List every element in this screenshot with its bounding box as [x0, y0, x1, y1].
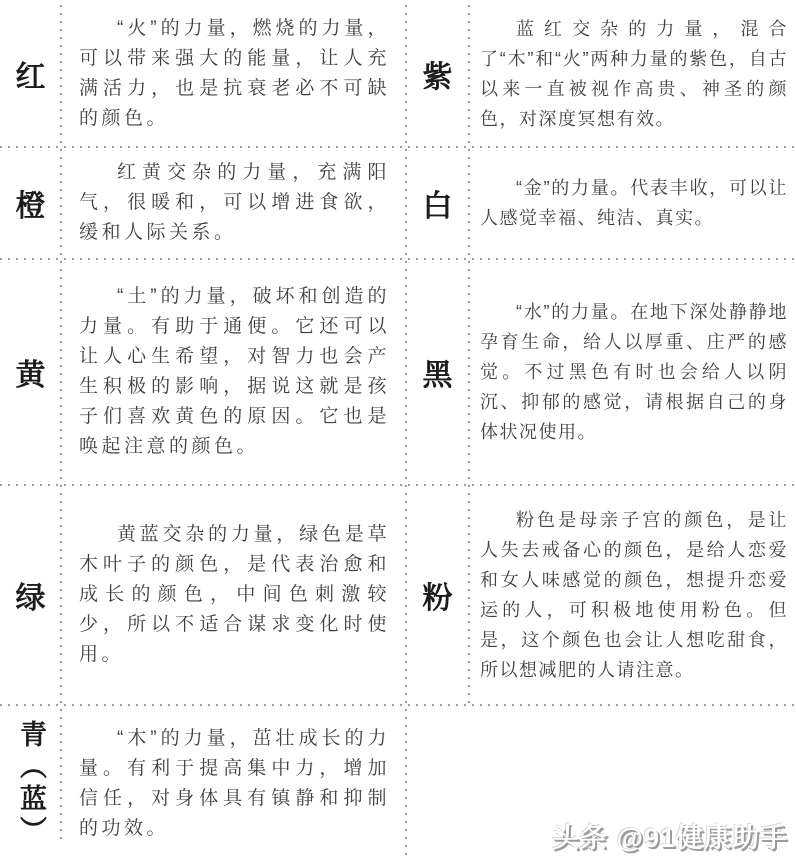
desc-orange-text: 红黄交杂的力量，充满阳气，很暖和，可以增进食欲，缓和人际关系。	[79, 162, 390, 243]
desc-pink-text: 粉色是母亲子宫的颜色，是让人失去戒备心的颜色，是给人恋爱和女人味感觉的颜色，想提升恋爱运的人，可积极地使用粉色。但是，这个颜色也会让人想吃甜食，所以想减肥的人请注意。	[480, 510, 788, 680]
label-red-text: 红	[15, 60, 46, 94]
desc-purple	[469, 0, 796, 147]
desc-cyan-blue-text: “木”的力量，茁壮成长的力量。有利于提高集中力，增加信任，对身体具有镇静和抑制的功效。	[79, 728, 390, 839]
desc-cyan-blue	[61, 705, 406, 863]
divider-horizontal-4	[0, 704, 796, 706]
desc-yellow-text: “土”的力量，破坏和创造的力量。有助于通便。它还可以让人心生希望，对智力也会产生积极的影响，据说这就是孩子们喜欢黄色的原因。它也是唤起注意的颜色。	[79, 286, 390, 457]
label-purple-text: 紫	[422, 60, 453, 94]
label-black-text: 黑	[422, 359, 453, 392]
desc-yellow	[61, 259, 406, 485]
label-pink-text: 粉	[422, 582, 453, 615]
label-orange	[0, 147, 61, 259]
label-pink	[406, 485, 469, 705]
label-yellow	[0, 259, 61, 485]
label-orange-text: 橙	[15, 190, 46, 223]
desc-red-text: “火”的力量，燃烧的力量，可以带来强大的能量，让人充满活力，也是抗衰老必不可缺的颜色。	[79, 17, 390, 129]
desc-black-text: “水”的力量。在地下深处静静地孕育生命，给人以厚重、庄严的感觉。不过黑色有时也会给人以阴沉、抑郁的感觉，请根据自己的身体状况使用。	[480, 302, 788, 442]
divider-horizontal-1	[0, 146, 796, 148]
divider-vertical-left-label	[60, 5, 62, 841]
desc-purple-text: 蓝红交杂的力量，混合了“木”和“火”两种力量的紫色，自古以来一直被视作高贵、神圣的颜色，对深度冥想有效。	[480, 18, 788, 129]
divider-vertical-right-label	[468, 5, 470, 705]
desc-pink	[469, 485, 796, 705]
divider-vertical-center	[405, 5, 407, 856]
label-white	[406, 147, 469, 259]
label-white-text: 白	[422, 190, 453, 223]
label-black	[406, 259, 469, 485]
label-red	[0, 0, 61, 147]
desc-green	[61, 485, 406, 705]
label-green	[0, 485, 61, 705]
desc-white	[469, 147, 796, 259]
watermark: 头条 @91健康助手	[552, 823, 788, 853]
divider-horizontal-3	[0, 484, 796, 486]
label-cyan-blue-text: 青（蓝）	[16, 720, 46, 848]
desc-white-text: “金”的力量。代表丰收，可以让人感觉幸福、纯洁、真实。	[480, 178, 788, 228]
desc-black	[469, 259, 796, 485]
label-green-text: 绿	[15, 582, 46, 615]
divider-horizontal-2	[0, 258, 796, 260]
label-yellow-text: 黄	[15, 359, 46, 392]
desc-green-text: 黄蓝交杂的力量，绿色是草木叶子的颜色，是代表治愈和成长的颜色，中间色刺激较少，所以不适合谋求变化时使用。	[79, 524, 390, 665]
label-cyan-blue	[0, 705, 61, 863]
desc-red	[61, 0, 406, 147]
label-purple	[406, 0, 469, 147]
desc-orange	[61, 147, 406, 259]
